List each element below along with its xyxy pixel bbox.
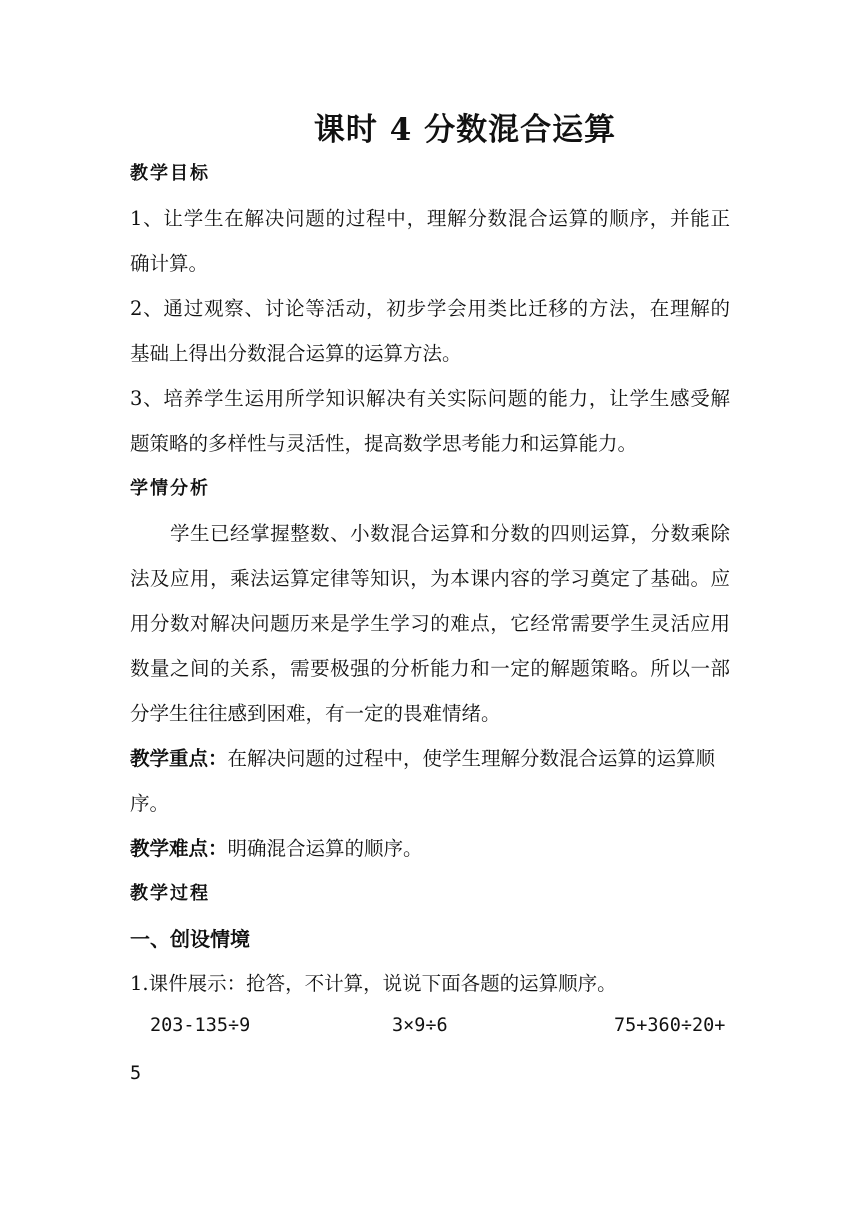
process-item-1: 1.课件展示：抢答，不计算，说说下面各题的运算顺序。 [130,972,617,995]
difficulty-text: 明确混合运算的顺序。 [227,837,423,860]
key-point-line-2: 序。 [130,792,170,815]
analysis-line-4: 数量之间的关系，需要极强的分析能力和一定的解题策略。所以一部 [130,657,730,680]
objective-line-6: 题策略的多样性与灵活性，提高数学思考能力和运算能力。 [130,432,638,455]
expression-row [130,1015,730,1041]
objectives-heading: 教学目标 [130,163,210,184]
objective-line-4: 基础上得出分数混合运算的运算方法。 [130,342,462,365]
analysis-line-3: 用分数对解决问题历来是学生学习的难点，它经常需要学生灵活应用 [130,612,730,635]
expression-2: 3×9÷6 [392,1015,448,1036]
objective-line-3: 2、通过观察、讨论等活动，初步学会用类比迁移的方法，在理解的 [130,297,730,320]
section-heading-1: 一、创设情境 [130,927,250,951]
key-point-text: 在解决问题的过程中，使学生理解分数混合运算的运算顺 [227,747,716,770]
objective-line-1: 1、让学生在解决问题的过程中，理解分数混合运算的顺序，并能正 [130,207,730,230]
key-point-label: 教学重点： [130,747,228,770]
difficulty-line [130,836,730,862]
process-heading: 教学过程 [130,883,210,904]
difficulty-label: 教学难点： [130,837,228,860]
analysis-heading: 学情分析 [130,478,210,499]
expression-1: 203-135÷9 [150,1015,251,1036]
key-point-line-1 [130,746,730,772]
page-title: 课时 4 分数混合运算 [313,112,617,148]
analysis-line-1: 学生已经掌握整数、小数混合运算和分数的四则运算，分数乘除 [170,522,730,545]
objective-line-2: 确计算。 [130,252,209,275]
analysis-line-5: 分学生往往感到困难，有一定的畏难情绪。 [130,702,501,725]
expression-3: 75+360÷20+ [614,1015,726,1036]
expression-3-continued: 5 [130,1063,142,1084]
objective-line-5: 3、培养学生运用所学知识解决有关实际问题的能力，让学生感受解 [130,387,730,410]
analysis-line-2: 法及应用，乘法运算定律等知识，为本课内容的学习奠定了基础。应 [130,567,730,590]
